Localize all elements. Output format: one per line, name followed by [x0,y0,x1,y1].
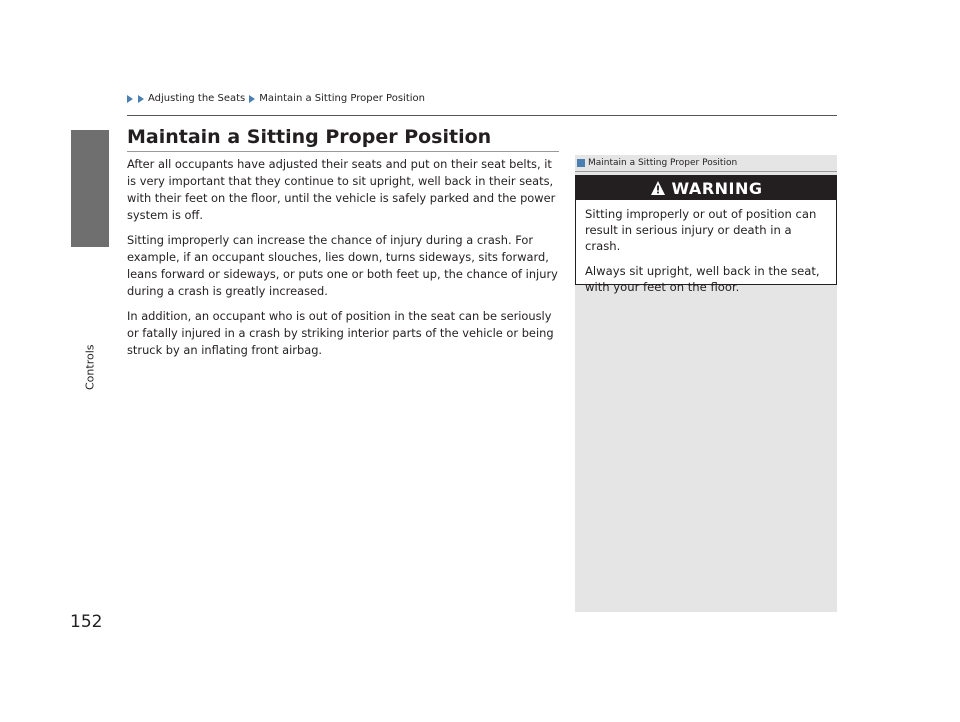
breadcrumb-arrow-icon [138,95,144,103]
warning-text [576,200,836,295]
title-divider [127,151,559,152]
breadcrumb-item[interactable]: Maintain a Sitting Proper Position [259,93,425,104]
page-number: 152 [70,612,103,632]
breadcrumb-item[interactable]: Adjusting the Seats [148,93,246,104]
breadcrumb-arrow-icon [127,95,133,103]
sidebar-divider [575,171,837,172]
sidebar-heading [575,158,839,168]
header-divider [127,115,837,116]
chapter-label: Controls [83,344,97,390]
chapter-tab [71,130,109,247]
warning-line: Always sit upright, well back in the seat, with your feet on the floor. [585,264,820,294]
reference-icon [577,159,585,167]
paragraph: Sitting improperly can increase the chance of injury during a crash. For example, if an occupant slouches, lies down, turns sideways, sits forward, leans forward or sideways, or puts one or both feet up, the chance of injury during a crash is greatly increased. [127,233,558,298]
sidebar-panel [575,155,837,612]
warning-icon [650,180,666,196]
breadcrumb-arrow-icon [249,95,255,103]
page-title: Maintain a Sitting Proper Position [127,126,492,148]
paragraph: After all occupants have adjusted their seats and put on their seat belts, it is very important that they continue to sit upright, well back in their seats, with their feet on the floor, until the vehicle is safely parked and the power system is off. [127,157,556,222]
warning-label: WARNING [671,178,763,198]
warning-line: Sitting improperly or out of position can result in serious injury or death in a crash. [585,207,817,253]
body-text [127,156,559,367]
warning-header [576,176,836,200]
breadcrumb [127,93,425,104]
warning-box [575,175,837,294]
sidebar-heading-text: Maintain a Sitting Proper Position [588,158,738,168]
paragraph: In addition, an occupant who is out of position in the seat can be seriously or fatally injured in a crash by striking interior parts of the vehicle or being struck by an inflating front airbag. [127,309,554,357]
